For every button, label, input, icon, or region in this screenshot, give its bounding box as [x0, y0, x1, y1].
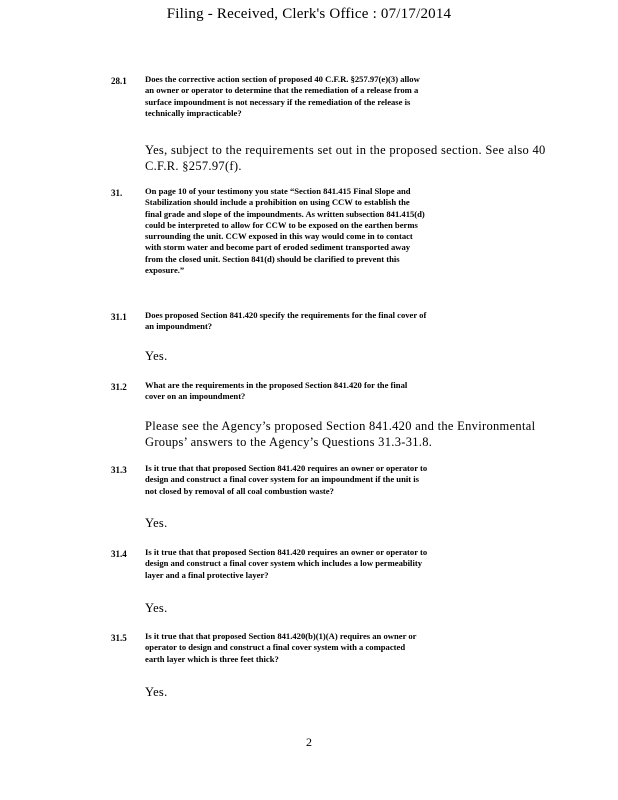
question-text: Is it true that that proposed Section 841.420 requires an owner or operator to design and construct a final cover system which includes a low permeability layer and a final protective layer? [145, 547, 428, 580]
question-number: 28.1 [111, 76, 127, 86]
page-number: 2 [306, 735, 312, 749]
question-number: 31.1 [111, 312, 127, 322]
question-number: 31.2 [111, 382, 127, 392]
question-number: 31.4 [111, 549, 127, 559]
question-text: On page 10 of your testimony you state “Section 841.415 Final Slope and Stabilization should include a prohibition on using CCW to establish the final grade and slope of the impoundments. As written subsection 841.415(d) could be interpreted to allow for CCW to be exposed on the earthen berms surrounding the unit. CCW exposed in this way would come in to contact with storm water and become part of eroded sediment transported away from the closed unit. Section 841(d) should be clarified to prevent this exposure.” [145, 186, 425, 276]
question-text: What are the requirements in the proposed Section 841.420 for the final cover on an impoundment? [145, 380, 408, 402]
question-number: 31.5 [111, 633, 127, 643]
question-text: Does proposed Section 841.420 specify the requirements for the final cover of an impoundment? [145, 310, 427, 332]
filing-header: Filing - Received, Clerk's Office : 07/17/2014 [166, 6, 452, 22]
answer-text: Yes. [145, 349, 168, 363]
answer-text: Yes. [145, 601, 168, 615]
question-text: Does the corrective action section of proposed 40 C.F.R. §257.97(e)(3) allow an owner or operator to determine that the remediation of a release from a surface impoundment is not necessary if the remediation of the release is technically impracticable? [145, 74, 420, 118]
question-number: 31. [111, 188, 123, 198]
answer-text: Yes, subject to the requirements set out in the proposed section. See also 40 C.F.R. §257.97(f). [145, 143, 546, 173]
answer-text: Yes. [145, 685, 168, 699]
answer-text: Yes. [145, 516, 168, 530]
answer-text: Please see the Agency’s proposed Section 841.420 and the Environmental Groups’ answers to the Agency’s Questions 31.3-31.8. [145, 419, 536, 449]
question-text: Is it true that that proposed Section 841.420 requires an owner or operator to design and construct a final cover system for an impoundment if the unit is not closed by removal of all coal combustion waste? [145, 463, 428, 496]
question-text: Is it true that that proposed Section 841.420(b)(1)(A) requires an owner or operator to design and construct a final cover system with a compacted earth layer which is three feet thick? [145, 631, 417, 664]
question-number: 31.3 [111, 465, 127, 475]
